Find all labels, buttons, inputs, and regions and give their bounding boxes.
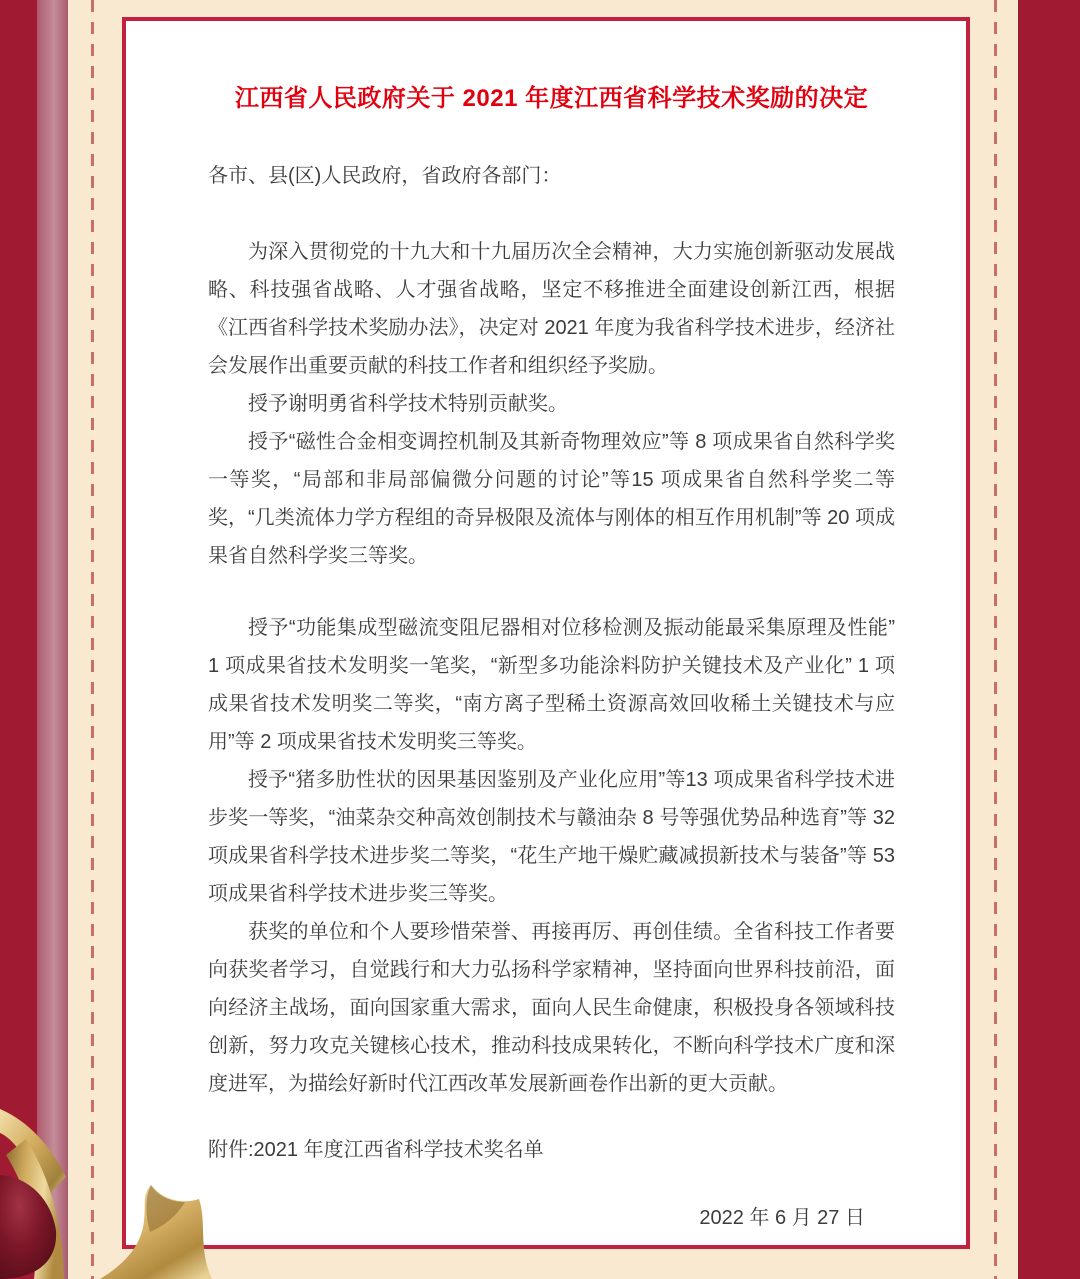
- left-edge-band: [37, 0, 68, 1279]
- attachment-line: 附件:2021 年度江西省科学技术奖名单: [208, 1139, 544, 1161]
- body-paragraph: 为深入贯彻党的十九大和十九届历次全会精神，大力实施创新驱动发展战略、科技强省战略、人才强省战略，坚定不移推进全面建设创新江西，根据《江西省科学技术奖励办法》，决定对 2021 年度为我省科学技术进步，经济社会发展作出重要贡献的科技工作者和组织经予奖励。: [208, 241, 895, 377]
- body-paragraph: 授予“猪多肋性状的因果基因鉴别及产业化应用”等13 项成果省科学技术进步奖一等奖，“油菜杂交种高效创制技术与赣油杂 8 号等强优势品种选育”等 32 项成果省科学技术进步奖二等奖，“花生产地干燥贮藏减损新技术与装备”等 53 项成果省科学技术进步奖三等奖。: [208, 769, 895, 905]
- body-paragraph: 授予谢明勇省科学技术特别贡献奖。: [248, 393, 568, 415]
- salutation: 各市、县(区)人民政府，省政府各部门：: [208, 165, 562, 187]
- dashed-border-right: [994, 0, 997, 1279]
- body-paragraph: 获奖的单位和个人要珍惜荣誉、再接再厉、再创佳绩。全省科技工作者要向获奖者学习，自觉践行和大力弘扬科学家精神，坚持面向世界科技前沿，面向经济主战场，面向国家重大需求，面向人民生命健康，积极投身各领域科技创新，努力攻克关键核心技术，推动科技成果转化，不断向科学技术广度和深度进军，为描绘好新时代江西改革发展新画卷作出新的更大贡献。: [208, 921, 895, 1095]
- dashed-border-left: [91, 0, 94, 1279]
- gold-ribbon-icon: [0, 1089, 230, 1279]
- document-panel: [122, 17, 970, 1249]
- date-line: 2022 年 6 月 27 日: [699, 1207, 865, 1229]
- body-paragraph: 授予“功能集成型磁流变阻尼器相对位移检测及振动能最采集原理及性能” 1 项成果省技术发明奖一笔奖，“新型多功能涂料防护关键技术及产业化” 1 项成果省技术发明奖二等奖，“南方离子型稀土资源高效回收稀土关键技术与应用”等 2 项成果省技术发明奖三等奖。: [208, 617, 895, 753]
- document-title: 江西省人民政府关于 2021 年度江西省科学技术奖励的决定: [234, 85, 869, 112]
- body-paragraph: 授予“磁性合金相变调控机制及其新奇物理效应”等 8 项成果省自然科学奖一等奖，“局部和非局部偏微分问题的讨论”等15 项成果省自然科学奖二等奖，“几类流体力学方程组的奇异极限及流体与刚体的相互作用机制”等 20 项成果省自然科学奖三等奖。: [208, 431, 895, 567]
